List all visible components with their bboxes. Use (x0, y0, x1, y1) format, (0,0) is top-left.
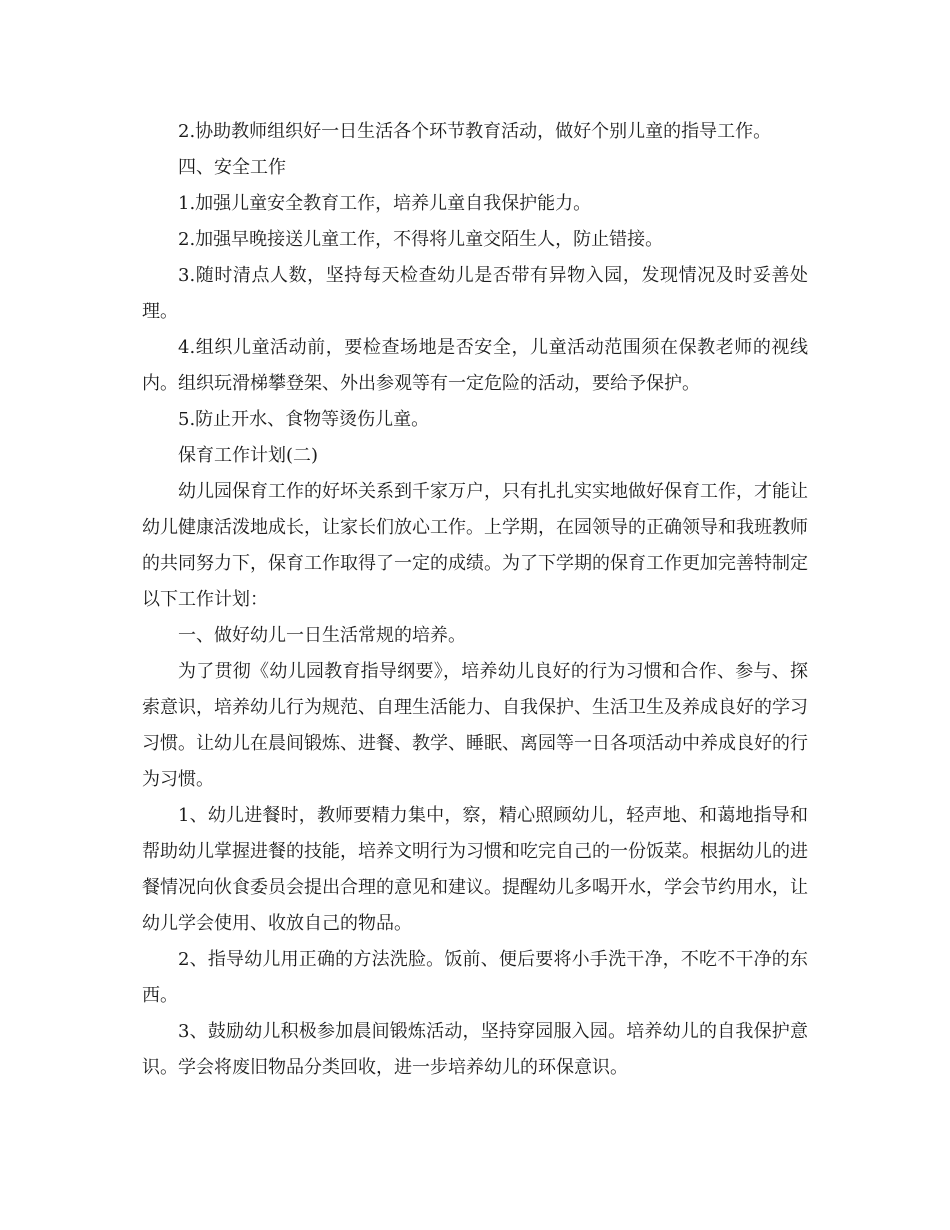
section-heading-daily-routine: 一、做好幼儿一日生活常规的培养。 (178, 625, 466, 646)
paragraph-exercise: 3、鼓励幼儿积极参加晨间锻炼活动，坚持穿园服入园。培养幼儿的自我保护意识。学会将废旧物品分类回收，进一步培养幼儿的环保意识。 (142, 1021, 808, 1078)
paragraph-4: 2.加强早晚接送儿童工作，不得将儿童交陌生人，防止错接。 (178, 229, 664, 250)
paragraph-meals: 1、幼儿进餐时，教师要精力集中，察，精心照顾幼儿，轻声地、和蔼地指导和帮助幼儿掌握进餐的技能，培养文明行为习惯和吃完自己的一份饭菜。根据幼儿的进餐情况向伙食委员会提出合理的意见和建议。提醒幼儿多喝开水，学会节约用水，让幼儿学会使用、收放自己的物品。 (142, 805, 808, 934)
paragraph-intro: 幼儿园保育工作的好坏关系到千家万户，只有扎扎实实地做好保育工作，才能让幼儿健康活泼地成长，让家长们放心工作。上学期，在园领导的正确领导和我班教师的共同努力下，保育工作取得了一定的成绩。为了下学期的保育工作更加完善特制定以下工作计划： (142, 481, 808, 610)
section-heading-safety: 四、安全工作 (178, 157, 286, 178)
paragraph-washing: 2、指导幼儿用正确的方法洗脸。饭前、便后要将小手洗干净，不吃不干净的东西。 (142, 949, 808, 1006)
document-body (142, 114, 808, 1086)
paragraph-5: 3.随时清点人数，坚持每天检查幼儿是否带有异物入园，发现情况及时妥善处理。 (142, 265, 808, 322)
section-title-plan-2: 保育工作计划(二) (178, 445, 319, 466)
paragraph-1: 2.协助教师组织好一日生活各个环节教育活动，做好个别儿童的指导工作。 (178, 121, 772, 142)
paragraph-6: 4.组织儿童活动前，要检查场地是否安全，儿童活动范围须在保教老师的视线内。组织玩滑梯攀登架、外出参观等有一定危险的活动，要给予保护。 (142, 337, 808, 394)
paragraph-3: 1.加强儿童安全教育工作，培养儿童自我保护能力。 (178, 193, 592, 214)
paragraph-7: 5.防止开水、食物等烫伤儿童。 (178, 409, 430, 430)
paragraph-guideline: 为了贯彻《幼儿园教育指导纲要》，培养幼儿良好的行为习惯和合作、参与、探索意识，培养幼儿行为规范、自理生活能力、自我保护、生活卫生及养成良好的学习习惯。让幼儿在晨间锻炼、进餐、教学、睡眠、离园等一日各项活动中养成良好的行为习惯。 (142, 661, 808, 790)
